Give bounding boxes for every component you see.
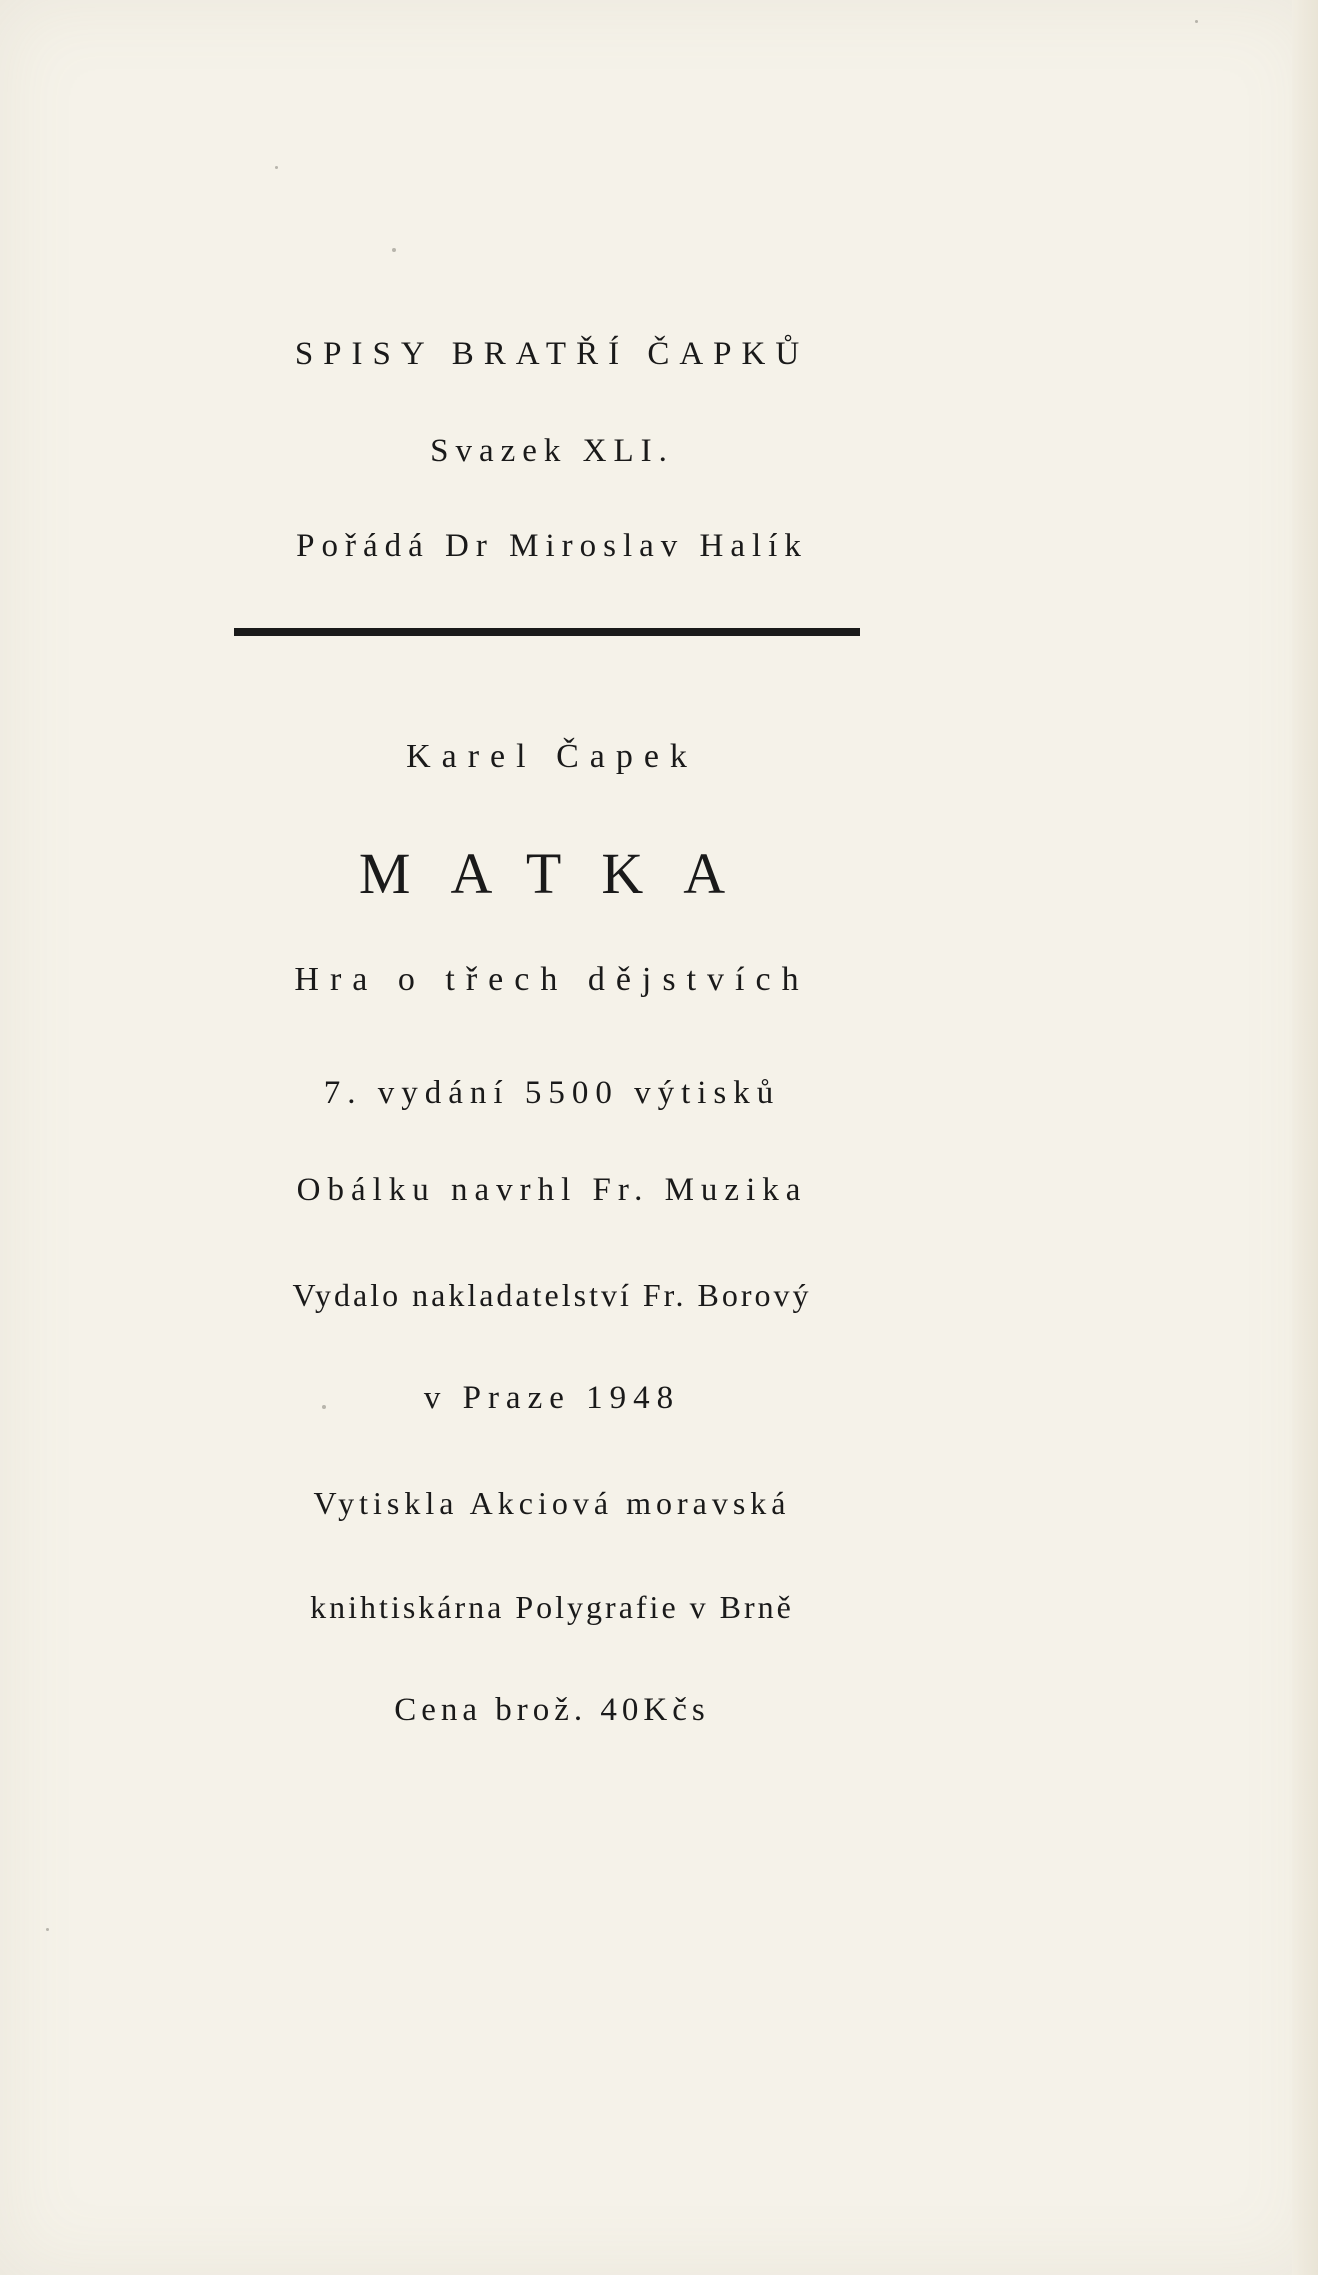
paper-speck	[1195, 20, 1198, 23]
series-title: SPISY BRATŘÍ ČAPKŮ	[294, 336, 810, 372]
place-and-year: v Praze 1948	[423, 1380, 681, 1416]
edition-info: 7. vydání 5500 výtisků	[323, 1075, 781, 1111]
paper-speck	[46, 1928, 49, 1931]
volume-number: Svazek XLI.	[430, 433, 674, 469]
paper-speck	[392, 248, 396, 252]
author-name: Karel Čapek	[406, 738, 698, 775]
printer-line-1: Vytiskla Akciová moravská	[313, 1485, 791, 1521]
price-line: Cena brož. 40Kčs	[394, 1692, 710, 1728]
page-edge	[1292, 0, 1318, 2275]
printer-line-2: knihtiskárna Polygrafie v Brně	[310, 1589, 794, 1625]
cover-credit: Obálku navrhl Fr. Muzika	[296, 1172, 808, 1208]
series-editor: Pořádá Dr Miroslav Halík	[296, 528, 808, 564]
publisher-line: Vydalo nakladatelství Fr. Borový	[292, 1277, 812, 1313]
divider-rule	[234, 628, 860, 636]
book-subtitle: Hra o třech dějstvích	[294, 961, 810, 998]
paper-speck	[275, 166, 278, 169]
book-title: MATKA	[358, 841, 766, 906]
